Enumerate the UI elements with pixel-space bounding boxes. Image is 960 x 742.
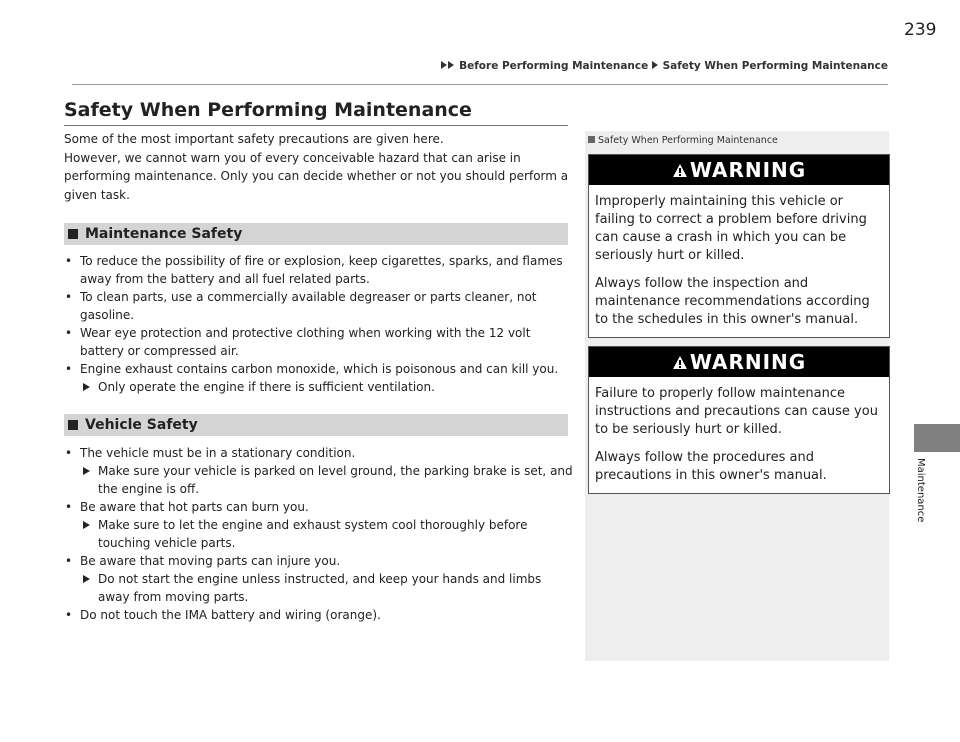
intro-line: However, we cannot warn you of every conceivable hazard that can arise in performing maintenance. Only you can decide whether or not you should perform a given task. — [64, 150, 569, 202]
arrow-right-icon — [83, 383, 90, 391]
warning-box — [588, 154, 890, 338]
arrow-right-icon — [83, 575, 90, 583]
warning-body — [589, 377, 889, 493]
list-sub-item: Do not start the engine unless instructed, and keep your hands and limbs away from moving parts. — [80, 570, 574, 606]
warning-header: WARNING — [589, 347, 889, 377]
page-number: 239 — [904, 20, 937, 40]
warning-paragraph: Always follow the inspection and maintenance recommendations according to the schedules in this owner's manual. — [595, 276, 870, 327]
section-square-icon — [68, 229, 78, 239]
title-rule — [64, 125, 568, 126]
list-item: • To reduce the possibility of fire or explosion, keep cigarettes, sparks, and flames away from the battery and all fuel related parts. — [65, 254, 563, 286]
list-item: • The vehicle must be in a stationary condition. Make sure your vehicle is parked on level ground, the parking brake is set, and the engine is off. — [65, 446, 573, 496]
list-sub-item: Make sure to let the engine and exhaust system cool thoroughly before touching vehicle parts. — [80, 516, 574, 552]
breadcrumb-arrow-icon — [652, 61, 658, 69]
arrow-right-icon — [83, 467, 90, 475]
header-rule — [72, 84, 888, 85]
intro-line: Some of the most important safety precautions are given here. — [64, 132, 444, 146]
intro-text — [64, 130, 570, 204]
alert-triangle-icon — [672, 355, 688, 370]
list-item: • To clean parts, use a commercially available degreaser or parts cleaner, not gasoline. — [65, 290, 537, 322]
breadcrumb-arrow-icon — [441, 61, 447, 69]
list-sub-item: Only operate the engine if there is sufficient ventilation. — [80, 378, 574, 396]
warning-header: WARNING — [589, 155, 889, 185]
breadcrumb-arrow-icon — [448, 61, 454, 69]
note-marker-icon — [588, 136, 595, 143]
page-title: Safety When Performing Maintenance — [64, 99, 472, 121]
list-item: • Wear eye protection and protective clothing when working with the 12 volt battery or compressed air. — [65, 326, 531, 358]
breadcrumb-link-before-performing-maintenance[interactable]: Before Performing Maintenance — [459, 60, 649, 72]
warning-paragraph: Failure to properly follow maintenance instructions and precautions can cause you to be seriously hurt or killed. — [595, 386, 878, 437]
section-square-icon — [68, 420, 78, 430]
arrow-right-icon — [83, 521, 90, 529]
breadcrumb — [441, 60, 888, 72]
sidebar-heading: Safety When Performing Maintenance — [588, 135, 778, 146]
warning-paragraph: Improperly maintaining this vehicle or failing to correct a problem before driving can cause a crash in which you can be seriously hurt or killed. — [595, 194, 867, 263]
list-item: • Be aware that moving parts can injure you. Do not start the engine unless instructed, and keep your hands and limbs away from moving parts. — [64, 552, 574, 606]
list-item: • Do not touch the IMA battery and wiring (orange). — [65, 608, 381, 622]
list-sub-item: Make sure your vehicle is parked on level ground, the parking brake is set, and the engine is off. — [80, 462, 574, 498]
section-heading-vehicle-safety: Vehicle Safety — [64, 414, 568, 436]
list-item: • Be aware that hot parts can burn you. Make sure to let the engine and exhaust system cool thoroughly before touching vehicle parts. — [64, 498, 574, 552]
maintenance-safety-list — [64, 252, 574, 396]
alert-triangle-icon — [672, 163, 688, 178]
vehicle-safety-list — [64, 444, 574, 624]
warning-body — [589, 185, 889, 337]
list-item: • Engine exhaust contains carbon monoxide, which is poisonous and can kill you. Only operate the engine if there is sufficient ventilation. — [64, 360, 574, 396]
chapter-tab-marker[interactable] — [914, 424, 960, 452]
warning-paragraph: Always follow the procedures and precautions in this owner's manual. — [595, 450, 827, 483]
breadcrumb-current-page: Safety When Performing Maintenance — [662, 60, 888, 72]
chapter-tab-label: Maintenance — [915, 458, 926, 523]
warning-box — [588, 346, 890, 494]
section-heading-maintenance-safety: Maintenance Safety — [64, 223, 568, 245]
